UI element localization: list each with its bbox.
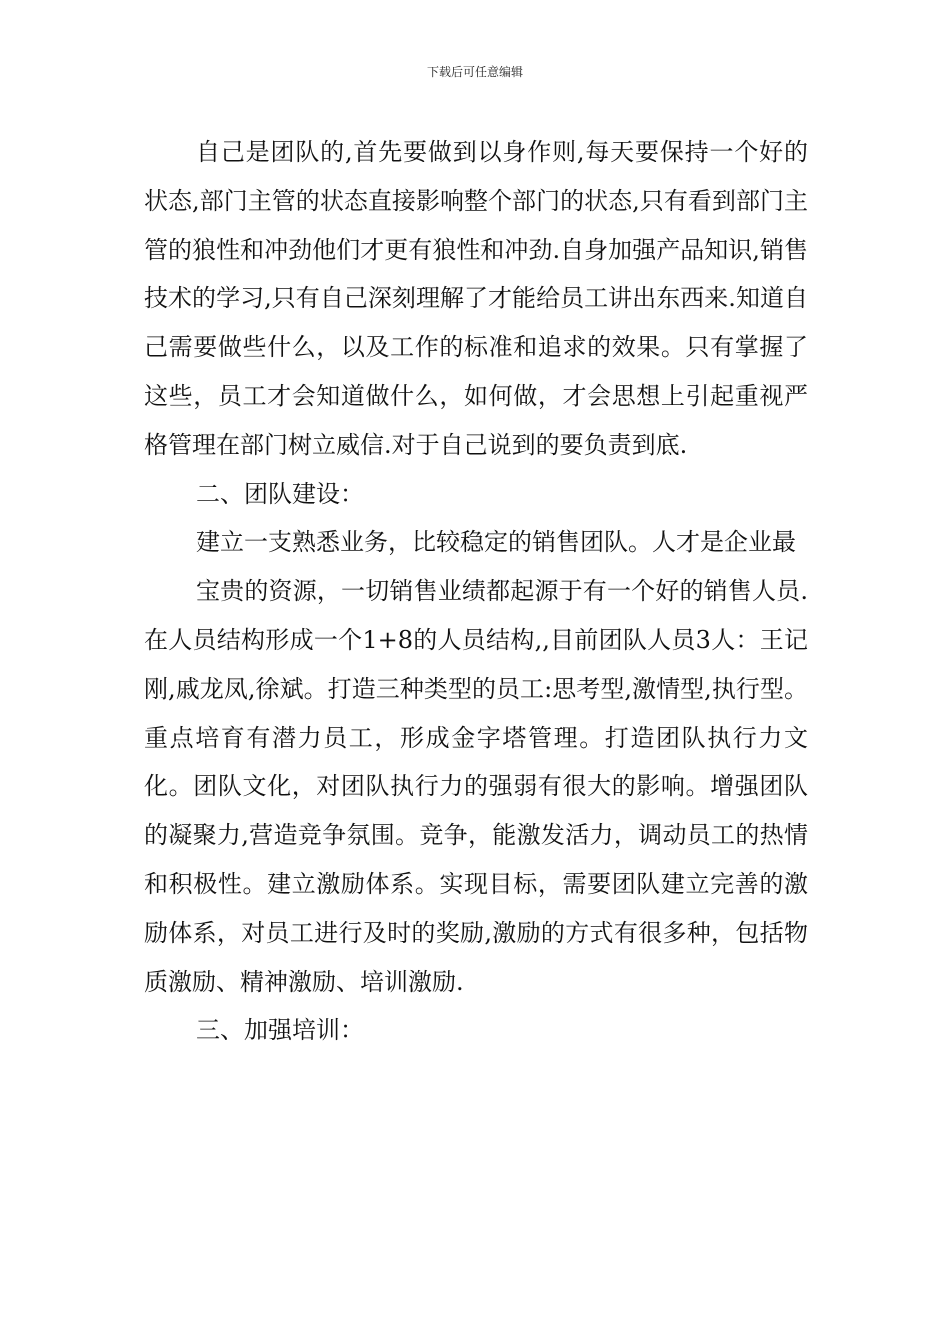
- section-heading-training: 三、加强培训：: [196, 1016, 364, 1045]
- paragraph-self-leadership: 自己是团队的,首先要做到以身作则,每天要保持一个好的状态,部门主管的状态直接影响整个部门的状态,只有看到部门主管的狼性和冲劲他们才更有狼性和冲劲.自身加强产品知识,销售技术的学习,只有自己深刻理解了才能给员工讲出东西来.知道自己需要做些什么，以及工作的标准和追求的效果。只有掌握了这些，员工才会知道做什么，如何做，才会思想上引起重视严格管理在部门树立威信.对于自己说到的要负责到底.: [144, 138, 808, 459]
- document-body: [144, 128, 808, 1055]
- paragraph-team-intro: 建立一支熟悉业务，比较稳定的销售团队。人才是企业最: [196, 528, 796, 557]
- page-header-note: 下载后可任意编辑: [426, 65, 523, 79]
- paragraph-team-details: 宝贵的资源，一切销售业绩都起源于有一个好的销售人员.在人员结构形成一个1+8的人员结构,,目前团队人员3人：王记刚,戚龙凤,徐斌。打造三种类型的员工:思考型,激情型,执行型。重点培育有潜力员工，形成金字塔管理。打造团队执行力文化。团队文化，对团队执行力的强弱有很大的影响。增强团队的凝聚力,营造竞争氛围。竞争，能激发活力，调动员工的热情和积极性。建立激励体系。实现目标，需要团队建立完善的激励体系，对员工进行及时的奖励,激励的方式有很多种，包括物质激励、精神激励、培训激励.: [144, 577, 808, 996]
- section-heading-team-building: 二、团队建设：: [196, 479, 364, 508]
